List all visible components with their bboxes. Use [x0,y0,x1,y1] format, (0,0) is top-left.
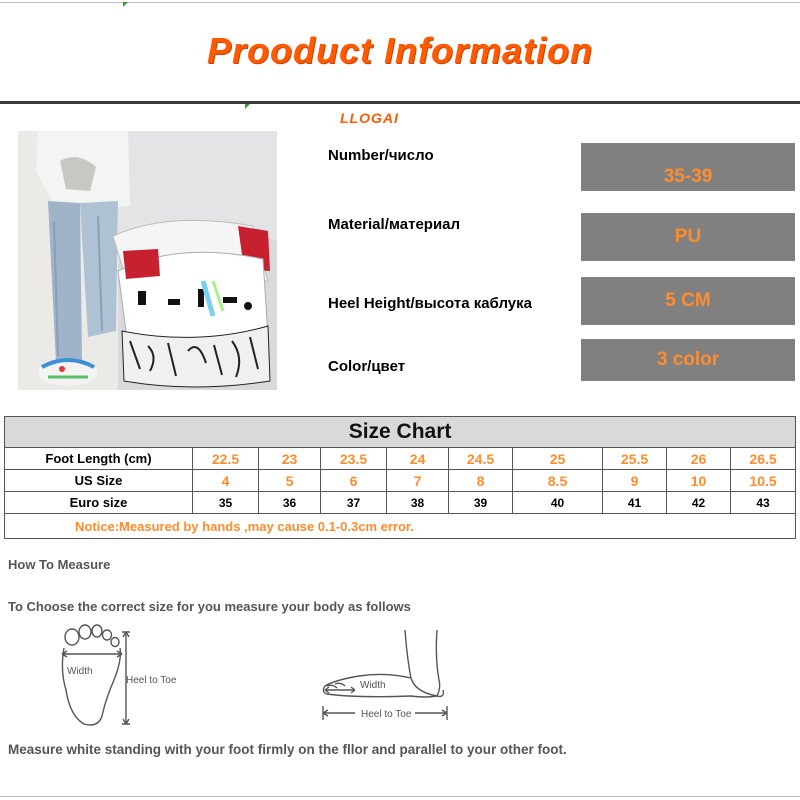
table-cell: 40 [513,492,603,514]
spec-label-material: Material/материал [328,216,461,233]
spec-label-color: Color/цвет [328,358,406,375]
measure-heading: How To Measure [8,557,111,572]
table-cell: 4 [193,470,259,492]
table-cell: 26.5 [731,448,796,470]
foot-top-view-diagram [50,620,200,730]
table-cell: 25 [513,448,603,470]
decorative-corner-mark [123,2,128,7]
table-cell: 23 [259,448,321,470]
size-chart-notice: Notice:Measured by hands ,may cause 0.1-0.3cm error. [5,514,796,539]
decorative-corner-mark [245,104,250,109]
table-cell: 43 [731,492,796,514]
spec-label-heel-height: Heel Height/высота каблука [328,295,532,312]
table-cell: 6 [321,470,387,492]
table-cell: 24 [387,448,449,470]
table-cell: 7 [387,470,449,492]
table-cell: 24.5 [449,448,513,470]
table-cell: 5 [259,470,321,492]
table-row-foot-length [5,448,796,470]
side-heel-to-toe-label: Heel to Toe [361,709,412,720]
size-chart-table [4,416,796,539]
measure-footer-note: Measure white standing with your foot firmly on the fllor and parallel to your other foot. [8,742,567,757]
top-border-line [0,2,800,3]
bottom-border-line [0,796,800,797]
spec-value-number: 35-39 [581,143,795,191]
table-cell: 10 [667,470,731,492]
spec-value-material: PU [581,213,795,261]
side-width-label: Width [360,680,386,691]
row-header: Foot Length (cm) [5,448,193,470]
spec-value-color: 3 color [581,339,795,381]
size-chart-title: Size Chart [5,417,796,448]
spec-value-heel-height: 5 CM [581,277,795,325]
table-row-euro-size [5,492,796,514]
table-cell: 25.5 [603,448,667,470]
page-title: Prooduct Information [207,30,593,71]
foot-heel-to-toe-label: Heel to Toe [126,675,177,686]
table-cell: 42 [667,492,731,514]
table-cell: 10.5 [731,470,796,492]
table-cell: 9 [603,470,667,492]
table-cell: 8 [449,470,513,492]
table-cell: 23.5 [321,448,387,470]
table-cell: 8.5 [513,470,603,492]
brand-name: LLOGAI [340,110,399,126]
foot-width-label: Width [67,666,93,677]
spec-label-number: Number/число [328,147,434,164]
product-photo [18,131,277,390]
table-cell: 26 [667,448,731,470]
header-divider [0,101,800,104]
table-cell: 22.5 [193,448,259,470]
table-cell: 41 [603,492,667,514]
table-cell: 38 [387,492,449,514]
table-cell: 35 [193,492,259,514]
foot-side-view-diagram [315,628,465,724]
table-cell: 37 [321,492,387,514]
table-cell: 36 [259,492,321,514]
table-row-us-size [5,470,796,492]
row-header: Euro size [5,492,193,514]
table-cell: 39 [449,492,513,514]
row-header: US Size [5,470,193,492]
measure-instruction: To Choose the correct size for you measure your body as follows [8,599,411,614]
